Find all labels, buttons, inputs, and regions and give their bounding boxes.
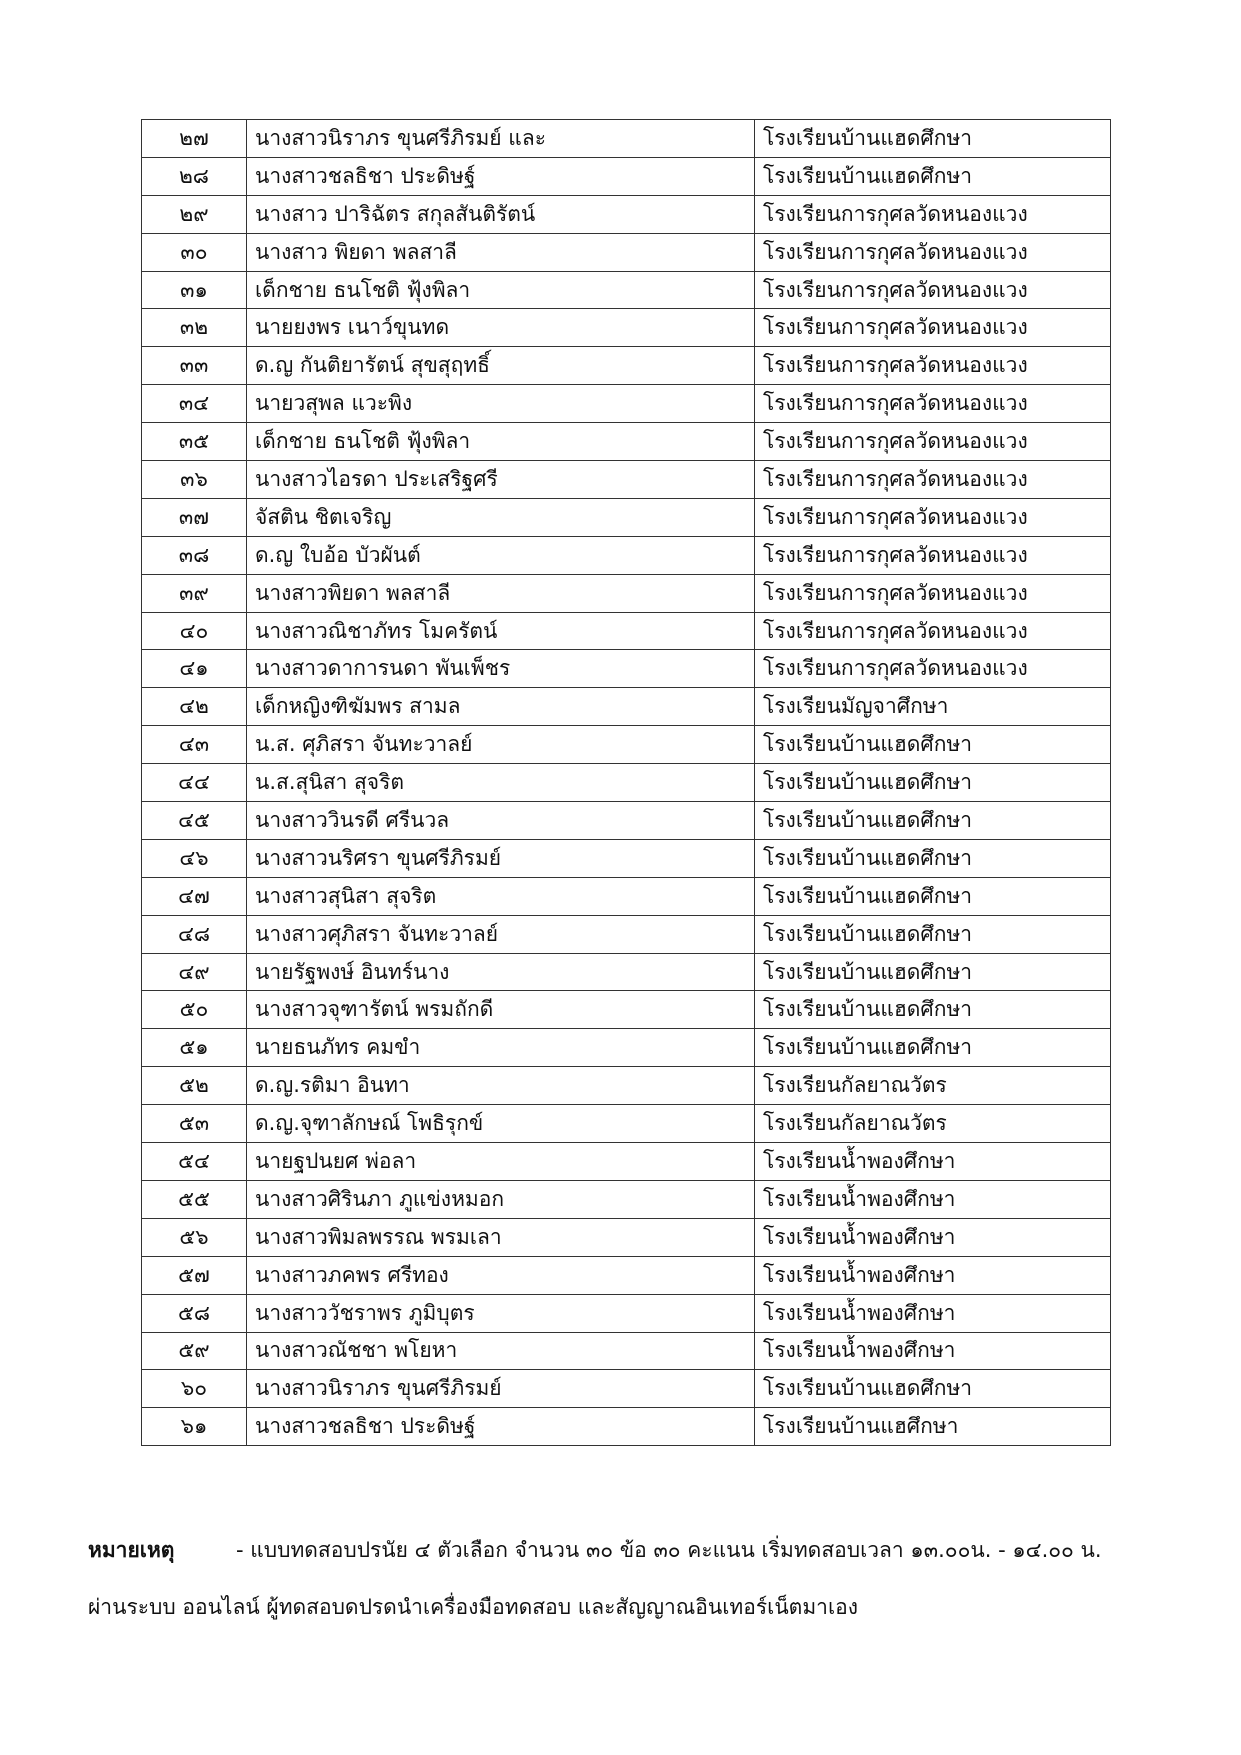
table-row	[142, 157, 1111, 195]
school-name-cell: โรงเรียนการกุศลวัดหนองแวง	[755, 195, 1111, 233]
school-name-cell: โรงเรียนบ้านแฮดศึกษา	[755, 157, 1111, 195]
row-number-cell: ๕๕	[142, 1180, 247, 1218]
table-row	[142, 764, 1111, 802]
participant-name-cell: น.ส.สุนิสา สุจริต	[247, 764, 755, 802]
participant-name-cell: นายธนภัทร คมขำ	[247, 1029, 755, 1067]
row-number-cell: ๕๙	[142, 1332, 247, 1370]
participant-name-cell: นายฐปนยศ พ่อลา	[247, 1143, 755, 1181]
participant-table-body	[142, 120, 1111, 1446]
row-number-cell: ๕๒	[142, 1067, 247, 1105]
remarks-text-1: - แบบทดสอบปรนัย ๔ ตัวเลือก จำนวน ๓๐ ข้อ ๓๐ คะแนน เริ่มทดสอบเวลา ๑๓.๐๐น. - ๑๔.๐๐ น.	[236, 1538, 1102, 1562]
row-number-cell: ๕๓	[142, 1105, 247, 1143]
table-row	[142, 536, 1111, 574]
table-row	[142, 1105, 1111, 1143]
table-row	[142, 1067, 1111, 1105]
row-number-cell: ๓๒	[142, 309, 247, 347]
row-number-cell: ๔๑	[142, 650, 247, 688]
participant-name-cell: จัสติน ชิตเจริญ	[247, 498, 755, 536]
row-number-cell: ๔๔	[142, 764, 247, 802]
participant-name-cell: นางสาวดาการนดา พันเพ็ชร	[247, 650, 755, 688]
row-number-cell: ๕๖	[142, 1218, 247, 1256]
school-name-cell: โรงเรียนบ้านแฮดศึกษา	[755, 839, 1111, 877]
school-name-cell: โรงเรียนมัญจาศึกษา	[755, 688, 1111, 726]
participant-name-cell: นางสาวนริศรา ขุนศรีภิรมย์	[247, 839, 755, 877]
table-row	[142, 1143, 1111, 1181]
participant-name-cell: นางสาวศิรินภา ภูแข่งหมอก	[247, 1180, 755, 1218]
participant-name-cell: นางสาวภคพร ศรีทอง	[247, 1256, 755, 1294]
row-number-cell: ๓๙	[142, 574, 247, 612]
participant-name-cell: นางสาวนิราภร ขุนศรีภิรมย์ และ	[247, 120, 755, 158]
participant-table	[141, 119, 1111, 1446]
row-number-cell: ๔๓	[142, 726, 247, 764]
participant-name-cell: นางสาวณิชาภัทร โมครัตน์	[247, 612, 755, 650]
participant-name-cell: นางสาวศุภิสรา จันทะวาลย์	[247, 915, 755, 953]
school-name-cell: โรงเรียนบ้านแฮดศึกษา	[755, 1029, 1111, 1067]
table-row	[142, 1218, 1111, 1256]
row-number-cell: ๓๐	[142, 233, 247, 271]
table-row	[142, 233, 1111, 271]
school-name-cell: โรงเรียนบ้านแฮดศึกษา	[755, 953, 1111, 991]
school-name-cell: โรงเรียนน้ำพองศึกษา	[755, 1180, 1111, 1218]
participant-name-cell: นางสาวไอรดา ประเสริฐศรี	[247, 461, 755, 499]
table-row	[142, 461, 1111, 499]
table-row	[142, 574, 1111, 612]
school-name-cell: โรงเรียนการกุศลวัดหนองแวง	[755, 271, 1111, 309]
participant-name-cell: นางสาววินรดี ศรีนวล	[247, 802, 755, 840]
participant-name-cell: เด็กชาย ธนโชติ ฟุ้งพิลา	[247, 423, 755, 461]
participant-name-cell: ด.ญ กันติยารัตน์ สุขสุฤทธิ์	[247, 347, 755, 385]
table-row	[142, 991, 1111, 1029]
school-name-cell: โรงเรียนบ้านแฮดศึกษา	[755, 120, 1111, 158]
school-name-cell: โรงเรียนการกุศลวัดหนองแวง	[755, 347, 1111, 385]
school-name-cell: โรงเรียนบ้านแฮดศึกษา	[755, 991, 1111, 1029]
row-number-cell: ๒๗	[142, 120, 247, 158]
school-name-cell: โรงเรียนบ้านแฮดศึกษา	[755, 726, 1111, 764]
participant-name-cell: ด.ญ.รติมา อินทา	[247, 1067, 755, 1105]
row-number-cell: ๕๔	[142, 1143, 247, 1181]
school-name-cell: โรงเรียนการกุศลวัดหนองแวง	[755, 612, 1111, 650]
table-row	[142, 802, 1111, 840]
row-number-cell: ๔๗	[142, 877, 247, 915]
school-name-cell: โรงเรียนการกุศลวัดหนองแวง	[755, 498, 1111, 536]
table-row	[142, 915, 1111, 953]
remarks-section	[88, 1522, 1148, 1636]
participant-name-cell: นางสาวพิยดา พลสาลี	[247, 574, 755, 612]
participant-name-cell: เด็กชาย ธนโชติ ฟุ้งพิลา	[247, 271, 755, 309]
participant-name-cell: ด.ญ ใบอ้อ บัวผันต์	[247, 536, 755, 574]
row-number-cell: ๓๘	[142, 536, 247, 574]
table-row	[142, 1256, 1111, 1294]
participant-name-cell: ด.ญ.จุฑาลักษณ์ โพธิรุกข์	[247, 1105, 755, 1143]
row-number-cell: ๓๓	[142, 347, 247, 385]
row-number-cell: ๓๑	[142, 271, 247, 309]
table-row	[142, 1294, 1111, 1332]
school-name-cell: โรงเรียนการกุศลวัดหนองแวง	[755, 233, 1111, 271]
participant-name-cell: นายวสุพล แวะพิง	[247, 385, 755, 423]
participant-name-cell: นายรัฐพงษ์ อินทร์นาง	[247, 953, 755, 991]
row-number-cell: ๕๘	[142, 1294, 247, 1332]
school-name-cell: โรงเรียนน้ำพองศึกษา	[755, 1218, 1111, 1256]
table-row	[142, 839, 1111, 877]
participant-name-cell: เด็กหญิงฑิฆัมพร สามล	[247, 688, 755, 726]
participant-name-cell: น.ส. ศุภิสรา จันทะวาลย์	[247, 726, 755, 764]
row-number-cell: ๓๕	[142, 423, 247, 461]
participant-name-cell: นางสาววัชราพร ภูมิบุตร	[247, 1294, 755, 1332]
row-number-cell: ๔๒	[142, 688, 247, 726]
table-row	[142, 650, 1111, 688]
table-row	[142, 1332, 1111, 1370]
table-row	[142, 726, 1111, 764]
row-number-cell: ๔๙	[142, 953, 247, 991]
school-name-cell: โรงเรียนการกุศลวัดหนองแวง	[755, 423, 1111, 461]
row-number-cell: ๔๘	[142, 915, 247, 953]
row-number-cell: ๕๐	[142, 991, 247, 1029]
table-row	[142, 271, 1111, 309]
row-number-cell: ๔๖	[142, 839, 247, 877]
school-name-cell: โรงเรียนน้ำพองศึกษา	[755, 1294, 1111, 1332]
school-name-cell: โรงเรียนการกุศลวัดหนองแวง	[755, 650, 1111, 688]
participant-name-cell: นายยงพร เนาว์ขุนทด	[247, 309, 755, 347]
table-row	[142, 1370, 1111, 1408]
school-name-cell: โรงเรียนการกุศลวัดหนองแวง	[755, 461, 1111, 499]
table-row	[142, 1029, 1111, 1067]
row-number-cell: ๖๑	[142, 1408, 247, 1446]
table-row	[142, 423, 1111, 461]
school-name-cell: โรงเรียนกัลยาณวัตร	[755, 1105, 1111, 1143]
row-number-cell: ๓๔	[142, 385, 247, 423]
remarks-line-1	[88, 1522, 1148, 1579]
school-name-cell: โรงเรียนการกุศลวัดหนองแวง	[755, 536, 1111, 574]
school-name-cell: โรงเรียนน้ำพองศึกษา	[755, 1332, 1111, 1370]
school-name-cell: โรงเรียนบ้านแฮดศึกษา	[755, 915, 1111, 953]
table-row	[142, 1408, 1111, 1446]
school-name-cell: โรงเรียนการกุศลวัดหนองแวง	[755, 309, 1111, 347]
row-number-cell: ๔๐	[142, 612, 247, 650]
school-name-cell: โรงเรียนการกุศลวัดหนองแวง	[755, 385, 1111, 423]
row-number-cell: ๕๑	[142, 1029, 247, 1067]
table-row	[142, 877, 1111, 915]
table-row	[142, 195, 1111, 233]
participant-name-cell: นางสาวจุฑารัตน์ พรมถักดี	[247, 991, 755, 1029]
row-number-cell: ๕๗	[142, 1256, 247, 1294]
school-name-cell: โรงเรียนการกุศลวัดหนองแวง	[755, 574, 1111, 612]
school-name-cell: โรงเรียนกัลยาณวัตร	[755, 1067, 1111, 1105]
school-name-cell: โรงเรียนบ้านแฮดศึกษา	[755, 764, 1111, 802]
row-number-cell: ๖๐	[142, 1370, 247, 1408]
school-name-cell: โรงเรียนบ้านแฮดศึกษา	[755, 877, 1111, 915]
table-row	[142, 385, 1111, 423]
table-row	[142, 688, 1111, 726]
row-number-cell: ๒๙	[142, 195, 247, 233]
table-row	[142, 347, 1111, 385]
row-number-cell: ๔๕	[142, 802, 247, 840]
school-name-cell: โรงเรียนบ้านแฮดศึกษา	[755, 1370, 1111, 1408]
participant-name-cell: นางสาวณัชชา พโยหา	[247, 1332, 755, 1370]
table-row	[142, 612, 1111, 650]
table-row	[142, 498, 1111, 536]
table-row	[142, 309, 1111, 347]
participant-name-cell: นางสาว พิยดา พลสาลี	[247, 233, 755, 271]
remarks-line-2: ผ่านระบบ ออนไลน์ ผู้ทดสอบดปรดนำเครื่องมือทดสอบ และสัญญาณอินเทอร์เน็ตมาเอง	[88, 1595, 858, 1619]
table-row	[142, 953, 1111, 991]
table-row	[142, 1180, 1111, 1218]
school-name-cell: โรงเรียนบ้านแฮศึกษา	[755, 1408, 1111, 1446]
row-number-cell: ๓๗	[142, 498, 247, 536]
row-number-cell: ๒๘	[142, 157, 247, 195]
school-name-cell: โรงเรียนน้ำพองศึกษา	[755, 1143, 1111, 1181]
table-row	[142, 120, 1111, 158]
school-name-cell: โรงเรียนบ้านแฮดศึกษา	[755, 802, 1111, 840]
participant-name-cell: นางสาวสุนิสา สุจริต	[247, 877, 755, 915]
participant-name-cell: นางสาว ปาริฉัตร สกุลสันติรัตน์	[247, 195, 755, 233]
row-number-cell: ๓๖	[142, 461, 247, 499]
remarks-label: หมายเหตุ	[88, 1538, 175, 1562]
participant-name-cell: นางสาวพิมลพรรณ พรมเลา	[247, 1218, 755, 1256]
participant-name-cell: นางสาวนิราภร ขุนศรีภิรมย์	[247, 1370, 755, 1408]
participant-name-cell: นางสาวชลธิชา ประดิษฐ์	[247, 157, 755, 195]
participant-name-cell: นางสาวชลธิชา ประดิษฐ์	[247, 1408, 755, 1446]
school-name-cell: โรงเรียนน้ำพองศึกษา	[755, 1256, 1111, 1294]
